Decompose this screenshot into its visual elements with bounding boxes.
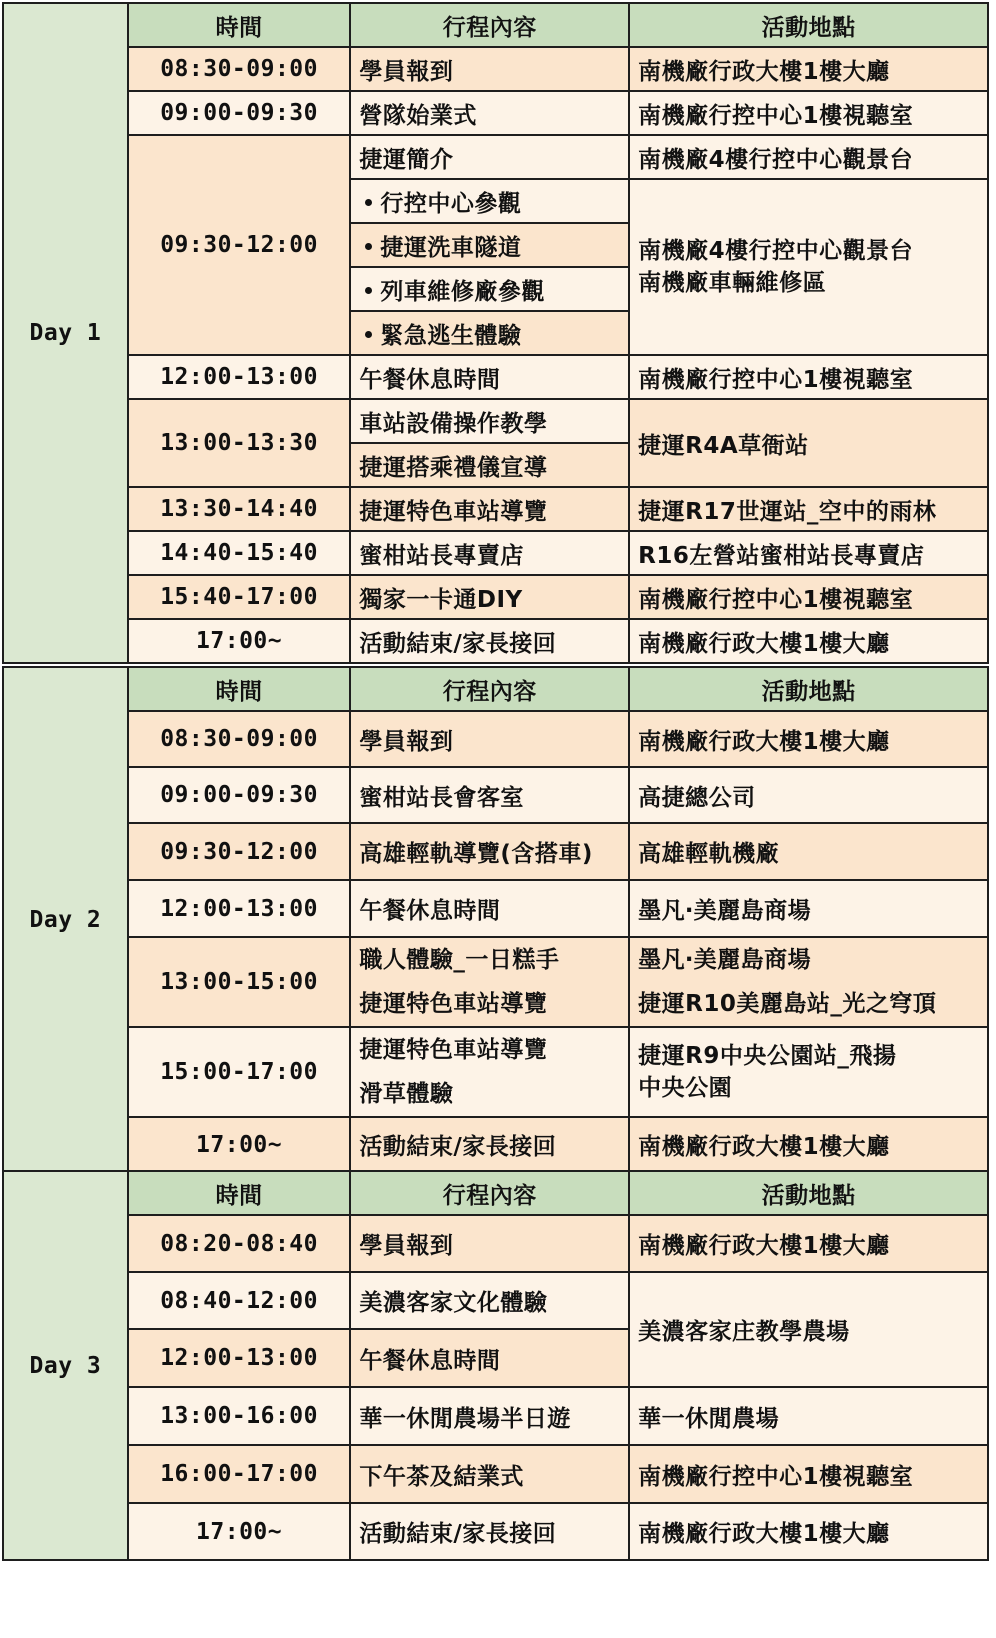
table-row [3, 135, 988, 179]
bullet-icon [365, 199, 372, 206]
time-cell: 15:00-17:00 [128, 1027, 351, 1117]
location-cell: 南機廠行控中心1樓視聽室 [629, 355, 988, 399]
table-row [3, 91, 988, 135]
table-row [3, 1272, 988, 1329]
content-cell: 獨家一卡通DIY [350, 575, 629, 619]
table-row [3, 880, 988, 937]
content-line: 職人體驗_一日糕手 [359, 947, 560, 973]
content-cell: 捷運簡介 [350, 135, 629, 179]
time-cell: 12:00-13:00 [128, 880, 351, 937]
table-row [3, 1215, 988, 1272]
content-cell: 營隊始業式 [350, 91, 629, 135]
bullet-item: 捷運洗車隧道 [350, 223, 629, 267]
header-location: 活動地點 [629, 667, 988, 711]
time-cell: 09:00-09:30 [128, 767, 351, 823]
content-cell: 學員報到 [350, 1215, 629, 1272]
content-cell: 高雄輕軌導覽(含搭車) [350, 823, 629, 880]
location-line: 南機廠車輛維修區 [638, 270, 827, 296]
content-line: 捷運特色車站導覽 [359, 991, 548, 1017]
location-cell: 美濃客家庄教學農場 [629, 1272, 988, 1387]
time-cell: 15:40-17:00 [128, 575, 351, 619]
location-cell [629, 179, 988, 355]
header-content: 行程內容 [350, 1171, 629, 1215]
table-row [3, 487, 988, 531]
content-cell [350, 1027, 629, 1117]
time-cell: 08:40-12:00 [128, 1272, 351, 1329]
table-row [3, 355, 988, 399]
table-row [3, 1387, 988, 1445]
content-cell: 美濃客家文化體驗 [350, 1272, 629, 1329]
content-cell: 蜜柑站長專賣店 [350, 531, 629, 575]
time-cell: 17:00~ [128, 1117, 351, 1172]
content-cell: 活動結束/家長接回 [350, 1117, 629, 1172]
content-cell: 華一休閒農場半日遊 [350, 1387, 629, 1445]
day-label: Day 2 [3, 667, 128, 1172]
content-cell: 午餐休息時間 [350, 355, 629, 399]
table-row [3, 1027, 988, 1117]
content-cell: 活動結束/家長接回 [350, 1503, 629, 1560]
table-row [3, 531, 988, 575]
day-label: Day 3 [3, 1171, 128, 1560]
location-cell: 南機廠行政大樓1樓大廳 [629, 47, 988, 91]
bullet-icon [365, 331, 372, 338]
content-cell: 午餐休息時間 [350, 1329, 629, 1387]
location-cell: 高雄輕軌機廠 [629, 823, 988, 880]
location-cell: 南機廠行政大樓1樓大廳 [629, 1215, 988, 1272]
location-cell: R16左營站蜜柑站長專賣店 [629, 531, 988, 575]
table-row [3, 619, 988, 663]
location-line: 南機廠4樓行控中心觀景台 [638, 238, 914, 264]
content-cell: 蜜柑站長會客室 [350, 767, 629, 823]
header-location: 活動地點 [629, 3, 988, 47]
time-cell: 17:00~ [128, 619, 351, 663]
table-row [3, 47, 988, 91]
content-cell: 學員報到 [350, 47, 629, 91]
content-line: 捷運特色車站導覽 [359, 1037, 548, 1063]
table-row [3, 767, 988, 823]
location-line: 捷運R10美麗島站_光之穹頂 [638, 991, 937, 1017]
time-cell: 09:30-12:00 [128, 823, 351, 880]
header-location: 活動地點 [629, 1171, 988, 1215]
time-cell: 08:30-09:00 [128, 711, 351, 767]
table-row [3, 575, 988, 619]
content-cell: 車站設備操作教學 [350, 399, 629, 443]
location-line: 捷運R9中央公園站_飛揚 [638, 1043, 897, 1069]
content-cell: 學員報到 [350, 711, 629, 767]
content-cell: 捷運特色車站導覽 [350, 487, 629, 531]
content-line: 滑草體驗 [359, 1081, 454, 1107]
header-time: 時間 [128, 3, 351, 47]
table-row [3, 823, 988, 880]
location-cell: 墨凡‧美麗島商場 [629, 880, 988, 937]
table-row [3, 711, 988, 767]
header-content: 行程內容 [350, 667, 629, 711]
time-cell: 17:00~ [128, 1503, 351, 1560]
time-cell: 08:30-09:00 [128, 47, 351, 91]
table-row [3, 1117, 988, 1172]
header-content: 行程內容 [350, 3, 629, 47]
table-row [3, 1445, 988, 1503]
header-time: 時間 [128, 1171, 351, 1215]
time-cell: 09:00-09:30 [128, 91, 351, 135]
bullet-icon [365, 243, 372, 250]
day3-table [2, 1170, 989, 1561]
location-cell: 捷運R17世運站_空中的雨林 [629, 487, 988, 531]
location-cell: 南機廠行控中心1樓視聽室 [629, 575, 988, 619]
time-cell: 13:00-16:00 [128, 1387, 351, 1445]
location-cell: 南機廠4樓行控中心觀景台 [629, 135, 988, 179]
content-cell: 午餐休息時間 [350, 880, 629, 937]
content-cell: 下午茶及結業式 [350, 1445, 629, 1503]
time-cell: 14:40-15:40 [128, 531, 351, 575]
table-row [3, 399, 988, 443]
location-cell [629, 1027, 988, 1117]
bullet-icon [365, 287, 372, 294]
day-label: Day 1 [3, 3, 128, 663]
location-cell [629, 937, 988, 1027]
time-cell: 09:30-12:00 [128, 135, 351, 355]
table-row [3, 1503, 988, 1560]
location-cell: 南機廠行政大樓1樓大廳 [629, 711, 988, 767]
content-cell: 捷運搭乘禮儀宣導 [350, 443, 629, 487]
time-cell: 13:00-13:30 [128, 399, 351, 487]
time-cell: 08:20-08:40 [128, 1215, 351, 1272]
time-cell: 12:00-13:00 [128, 355, 351, 399]
location-line: 中央公園 [638, 1075, 733, 1101]
location-cell: 捷運R4A草衙站 [629, 399, 988, 487]
table-row [3, 937, 988, 1027]
bullet-item: 列車維修廠參觀 [350, 267, 629, 311]
bullet-item: 行控中心參觀 [350, 179, 629, 223]
time-cell: 16:00-17:00 [128, 1445, 351, 1503]
location-line: 墨凡‧美麗島商場 [638, 947, 812, 973]
bullet-item: 緊急逃生體驗 [350, 311, 629, 355]
location-cell: 南機廠行控中心1樓視聽室 [629, 91, 988, 135]
header-time: 時間 [128, 667, 351, 711]
location-cell: 南機廠行政大樓1樓大廳 [629, 1503, 988, 1560]
location-cell: 高捷總公司 [629, 767, 988, 823]
day2-table [2, 666, 989, 1173]
time-cell: 13:30-14:40 [128, 487, 351, 531]
location-cell: 南機廠行控中心1樓視聽室 [629, 1445, 988, 1503]
location-cell: 華一休閒農場 [629, 1387, 988, 1445]
location-cell: 南機廠行政大樓1樓大廳 [629, 1117, 988, 1172]
day1-table [2, 2, 989, 664]
time-cell: 13:00-15:00 [128, 937, 351, 1027]
content-cell [350, 937, 629, 1027]
location-cell: 南機廠行政大樓1樓大廳 [629, 619, 988, 663]
content-cell: 活動結束/家長接回 [350, 619, 629, 663]
time-cell: 12:00-13:00 [128, 1329, 351, 1387]
